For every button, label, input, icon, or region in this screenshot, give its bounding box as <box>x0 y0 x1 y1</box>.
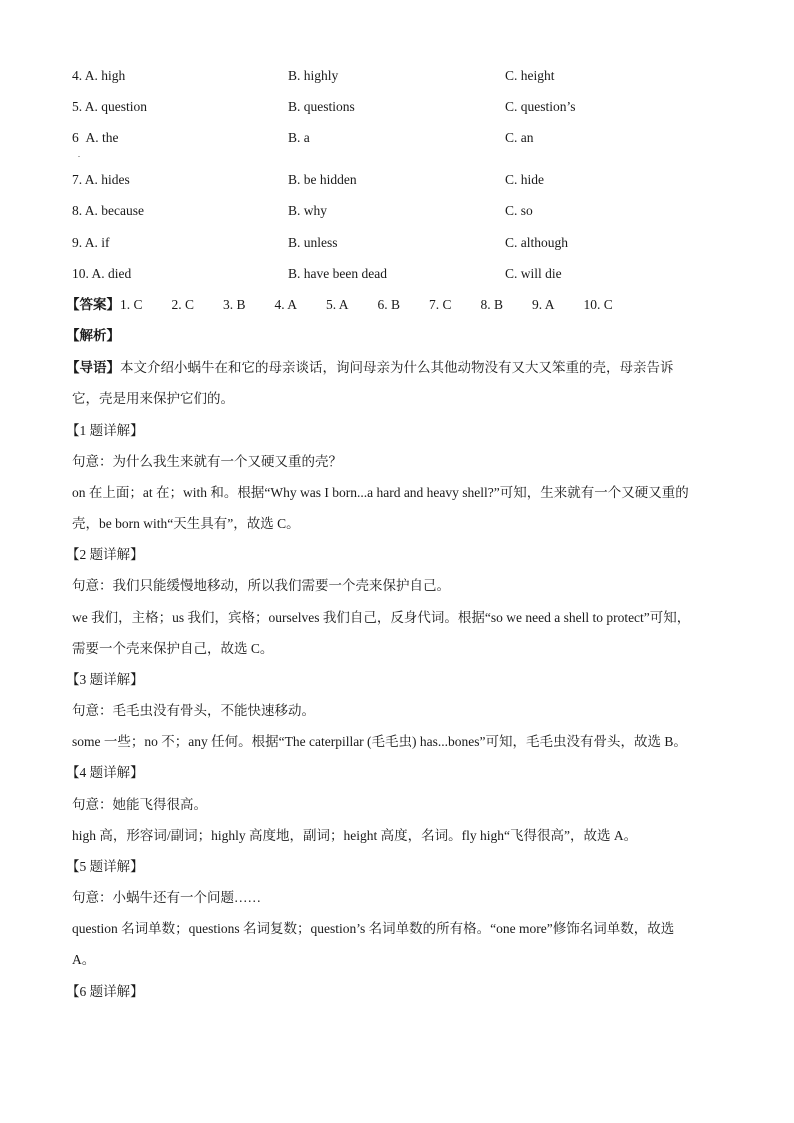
option-a: 10. A. died <box>72 266 132 281</box>
analysis-label: 【解析】 <box>66 328 120 343</box>
answer-line <box>66 295 716 315</box>
q2-explain-1: we 我们，主格；us 我们，宾格；ourselves 我们自己，反身代词。根据“so we need a shell to protect”可知， <box>72 610 691 625</box>
q1-explain-2: 壳，be born with“天生具有”，故选 C。 <box>72 516 300 531</box>
answer-item: 2. C <box>171 297 195 312</box>
option-c: C. so <box>505 203 533 218</box>
answer-item: 10. C <box>583 297 613 312</box>
answer-item: 3. B <box>223 297 246 312</box>
option-c: C. hide <box>505 172 544 187</box>
option-a: 4. A. high <box>72 68 126 83</box>
q3-heading: 【3 题详解】 <box>66 672 144 687</box>
q1-meaning: 句意：为什么我生来就有一个又硬又重的壳？ <box>72 454 342 469</box>
q5-meaning: 句意：小蜗牛还有一个问题…… <box>72 890 261 905</box>
intro-line-1 <box>66 358 716 378</box>
option-row-4 <box>72 66 732 86</box>
q5-explain-2: A。 <box>72 952 96 967</box>
q5-explain-1: question 名词单数；questions 名词复数；question’s 名词单数的所有格。“one more”修饰名词单数，故选 <box>72 921 675 936</box>
option-b: B. be hidden <box>288 172 357 187</box>
answer-item: 1. C <box>120 297 143 312</box>
option-b: B. have been dead <box>288 266 387 281</box>
option-a: 6 A. the <box>72 130 119 145</box>
option-c: C. will die <box>505 266 562 281</box>
answer-label: 【答案】 <box>66 297 120 312</box>
q3-meaning: 句意：毛毛虫没有骨头，不能快速移动。 <box>72 703 315 718</box>
option-row-10 <box>72 264 732 284</box>
option-a: 8. A. because <box>72 203 144 218</box>
answer-item: 7. C <box>429 297 452 312</box>
q3-explain-1: some 一些；no 不；any 任何。根据“The caterpillar (毛毛虫) has...bones”可知，毛毛虫没有骨头，故选 B。 <box>72 734 687 749</box>
option-row-9 <box>72 233 732 253</box>
option-b: B. why <box>288 203 328 218</box>
intro-label: 【导语】 <box>66 360 120 375</box>
q4-explain-1: high 高，形容词/副词；highly 高度地，副词；height 高度，名词。fly high“飞得很高”，故选 A。 <box>72 828 638 843</box>
option-c: C. height <box>505 68 555 83</box>
answer-item: 8. B <box>480 297 504 312</box>
q1-heading: 【1 题详解】 <box>66 423 144 438</box>
option-b: B. unless <box>288 235 338 250</box>
option-row-8 <box>72 201 732 221</box>
intro-text-1: 本文介绍小蜗牛在和它的母亲谈话，询问母亲为什么其他动物没有又大又笨重的壳，母亲告诉 <box>120 360 674 375</box>
stray-dot: . <box>78 150 80 159</box>
option-row-5 <box>72 97 732 117</box>
option-c: C. an <box>505 130 534 145</box>
answer-item: 6. B <box>377 297 401 312</box>
option-b: B. a <box>288 130 310 145</box>
q5-heading: 【5 题详解】 <box>66 859 144 874</box>
option-c: C. although <box>505 235 568 250</box>
q6-heading: 【6 题详解】 <box>66 984 144 999</box>
q4-heading: 【4 题详解】 <box>66 765 144 780</box>
q1-explain-1: on 在上面；at 在；with 和。根据“Why was I born...a hard and heavy shell?”可知，生来就有一个又硬又重的 <box>72 485 689 500</box>
option-b: B. highly <box>288 68 339 83</box>
q4-meaning: 句意：她能飞得很高。 <box>72 797 207 812</box>
option-c: C. question’s <box>505 99 576 114</box>
option-a: 5. A. question <box>72 99 148 114</box>
option-a: 9. A. if <box>72 235 110 250</box>
option-row-7 <box>72 170 732 190</box>
answer-item: 5. A <box>326 297 349 312</box>
answer-item: 4. A <box>274 297 298 312</box>
answer-item: 9. A <box>532 297 555 312</box>
intro-line-2: 它，壳是用来保护它们的。 <box>72 391 234 406</box>
q2-heading: 【2 题详解】 <box>66 547 144 562</box>
q2-explain-2: 需要一个壳来保护自己，故选 C。 <box>72 641 274 656</box>
q2-meaning: 句意：我们只能缓慢地移动，所以我们需要一个壳来保护自己。 <box>72 578 450 593</box>
option-a: 7. A. hides <box>72 172 130 187</box>
option-b: B. questions <box>288 99 355 114</box>
option-row-6 <box>72 128 732 148</box>
